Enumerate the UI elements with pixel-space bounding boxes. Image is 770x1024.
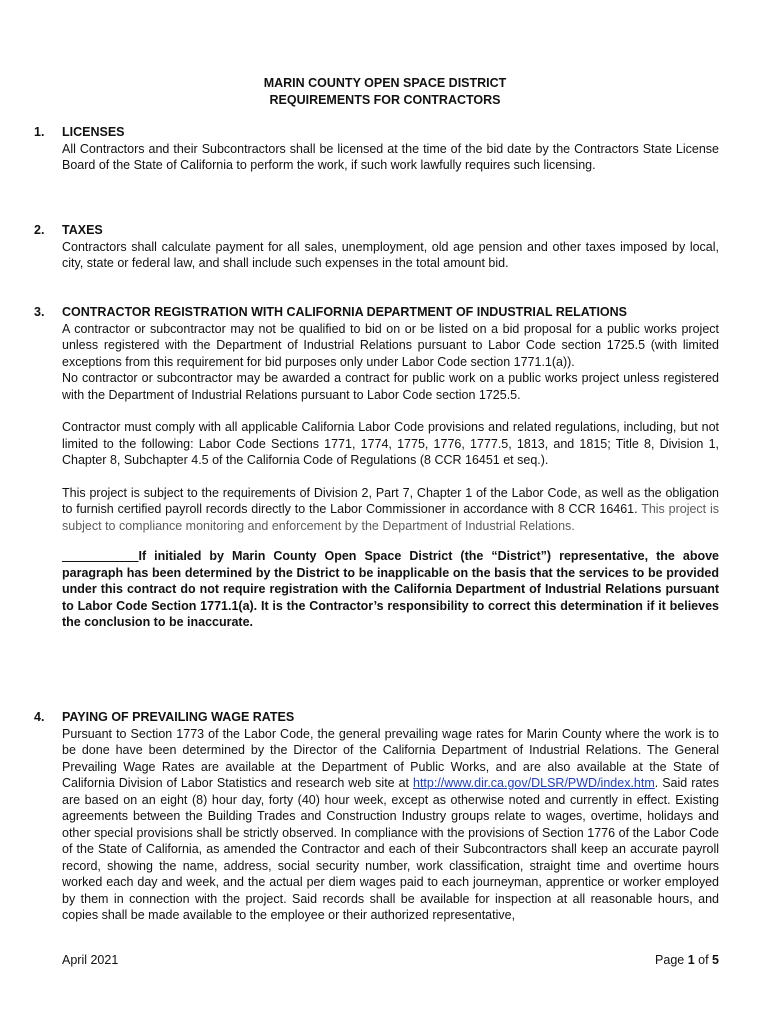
wage-rates-text-1: Pursuant to Section 1773 of the Labor Code, the general prevailing wage rates for Marin County where the work is to be done have been determined by the Director of the California Department of Industrial Relations. The General Prevailing Wage Rates are available at the Department of Public Works, and are also available at the State of California Division of Labor Statistics and research web site at [62,726,719,790]
section-3 [62,304,719,631]
determination-text: If initialed by Marin County Open Space District (the “District”) representative, the above paragraph has been determined by the District to be inapplicable on the basis that the services to be provided under this contract do not require registration with the California Department of Industrial Relations pursuant to Labor Code Section 1771.1(a). It is the Contractor’s responsibility to correct this determination if it believes the conclusion to be inaccurate. [62,549,719,629]
section-4 [62,709,719,924]
wage-rates-text-2: . Said rates are based on an eight (8) hour day, forty (40) hour week, except as otherwise noted and currently in effect. Existing agreements between the Building Trades and Construction Industry groups relate to wages, overtime, holidays and other special provisions shall be strictly observed. In compliance with the provisions of Section 1776 of the Labor Code of the State of California, as amended the Contractor and each of their Subcontractors shall keep an accurate payroll record, showing the name, address, social security number, work classification, straight time and overtime hours worked each day and week, and the actual per diem wages paid to each journeyman, apprentice or worker employed by them in connection with the project. Said records shall be available for inspection at all reasonable hours, and copies shall be made available to the employee or their authorized representative, [62,776,719,922]
initial-blank[interactable]: ___________ [62,549,139,563]
section-4-number: 4. [34,710,45,724]
title-line-2: REQUIREMENTS FOR CONTRACTORS [269,93,501,107]
district-determination-statement [62,548,719,631]
page-prefix: Page [655,953,688,967]
section-3-heading: CONTRACTOR REGISTRATION WITH CALIFORNIA DEPARTMENT OF INDUSTRIAL RELATIONS [62,305,628,319]
dir-wage-rates-link[interactable]: http://www.dir.ca.gov/DLSR/PWD/index.htm [413,776,655,790]
page-total: 5 [712,953,719,967]
page-current: 1 [687,953,695,967]
section-4-paragraph [62,726,719,924]
spacer [62,469,719,485]
title-line-1: MARIN COUNTY OPEN SPACE DISTRICT [263,76,507,90]
certified-payroll-text: This project is subject to the requirements of Division 2, Part 7, Chapter 1 of the Labor Code, as well as the obligation to furnish certified payroll records directly to the Labor Commissioner in accordance with 8 CCR 16461. [62,485,719,516]
section-2-paragraph: Contractors shall calculate payment for all sales, unemployment, old age pension and other taxes imposed by local, city, state or federal law, and shall include such expenses in the total amount bid. [62,239,719,270]
footer-date: April 2021 [62,953,119,967]
page-of: of [694,953,713,967]
section-3-paragraph-1: A contractor or subcontractor may not be qualified to bid on or be listed on a bid proposal for a public works project unless registered with the Department of Industrial Relations pursuant to Labor Code section 1725.5 (with limited exceptions from this requirement for bid purposes only under Labor Code section 1771.1(a)). [62,321,719,369]
section-2-heading: TAXES [62,223,103,237]
section-3-paragraph-3: Contractor must comply with all applicable California Labor Code provisions and related regulations, including, but not limited to the following: Labor Code Sections 1771, 1774, 1775, 1776, 1777.5, 1813, and 1815; Title 8, Division 1, Chapter 8, Subchapter 4.5 of the California Code of Regulations (8 CCR 16451 et seq.). [62,420,719,467]
section-1-paragraph: All Contractors and their Subcontractors shall be licensed at the time of the bid date by the Contractors State License Board of the State of California to perform the work, if such work lawfully requires such licensing. [62,141,719,172]
document-title [0,75,770,109]
section-3-number: 3. [34,305,45,319]
section-1-heading: LICENSES [62,125,125,139]
page-number [655,952,719,968]
section-3-paragraph-2: No contractor or subcontractor may be awarded a contract for public work on a public works project unless registered with the Department of Industrial Relations pursuant to Labor Code section 1725.5. [62,371,719,402]
spacer [62,403,719,419]
section-3-paragraph-4 [62,485,719,535]
section-4-heading: PAYING OF PREVAILING WAGE RATES [62,710,295,724]
section-1-number: 1. [34,125,45,139]
spacer [62,534,719,548]
compliance-monitoring-text: This project is subject to compliance monitoring and enforcement by the Department of Industrial Relations. [62,502,719,533]
section-1 [62,124,719,174]
section-2 [62,222,719,272]
section-2-number: 2. [34,223,45,237]
